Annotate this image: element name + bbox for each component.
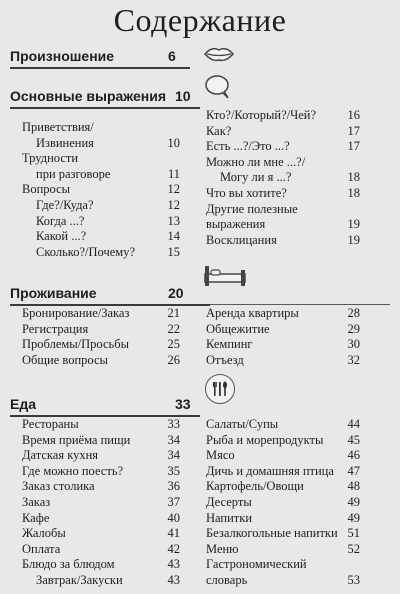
toc-entry[interactable]	[22, 353, 180, 369]
accommodation-left-list	[22, 306, 180, 368]
basics-left-list	[22, 120, 180, 260]
toc-entry-label: Восклицания	[206, 232, 277, 247]
toc-entry-label: Могу ли я ...?	[220, 170, 292, 185]
toc-entry[interactable]	[206, 479, 360, 495]
toc-entry[interactable]	[206, 217, 360, 233]
page-title: Содержание	[113, 2, 287, 38]
toc-entry-page: 21	[167, 306, 180, 320]
toc-entry-label: Заказ	[22, 494, 51, 509]
toc-entry[interactable]	[206, 573, 360, 589]
toc-entry[interactable]	[22, 526, 180, 542]
section-basics[interactable]	[10, 88, 390, 110]
toc-entry-page: 11	[167, 166, 180, 181]
toc-entry[interactable]	[206, 124, 360, 140]
toc-entry-label: Как?	[206, 123, 232, 138]
cutlery-icon	[205, 374, 235, 404]
toc-entry-label: Приветствия/	[22, 120, 94, 134]
toc-entry-label: Дичь и домашняя птица	[206, 463, 334, 478]
toc-entry-page: 12	[167, 197, 180, 212]
section-title: Проживание	[10, 285, 97, 301]
toc-entry-label: Отъезд	[206, 352, 244, 367]
toc-entry-label: Когда ...?	[36, 213, 85, 228]
toc-entry[interactable]	[22, 136, 180, 152]
toc-entry-page: 47	[347, 463, 360, 478]
section-page: 6	[168, 48, 176, 64]
toc-entry-label: Можно ли мне ...?/	[206, 154, 306, 169]
section-title: Произношение	[10, 48, 115, 64]
section-accommodation[interactable]	[10, 285, 390, 307]
toc-entry-label: Где?/Куда?	[36, 197, 94, 212]
toc-entry[interactable]	[206, 448, 360, 464]
toc-entry-label: Извинения	[36, 135, 94, 150]
lips-icon	[204, 46, 234, 67]
toc-entry[interactable]	[22, 479, 180, 495]
toc-entry[interactable]	[206, 557, 360, 573]
toc-entry[interactable]	[206, 186, 360, 202]
toc-entry-page: 42	[167, 541, 180, 556]
toc-entry-label: Салаты/Супы	[206, 417, 279, 431]
toc-entry[interactable]	[22, 542, 180, 558]
toc-entry[interactable]	[206, 526, 360, 542]
toc-entry-label: Рыба и морепродукты	[206, 432, 324, 447]
toc-entry-page: 19	[347, 217, 360, 232]
toc-entry-label: Жалобы	[22, 526, 66, 541]
toc-entry-label: Что вы хотите?	[206, 185, 287, 200]
toc-entry-page: 18	[347, 170, 360, 185]
toc-entry-label: Гастрономический	[206, 557, 307, 572]
toc-entry[interactable]	[206, 542, 360, 558]
toc-entry[interactable]	[22, 433, 180, 449]
toc-entry[interactable]	[22, 464, 180, 480]
accommodation-right-list	[206, 306, 360, 368]
toc-entry-label: Бронирование/Заказ	[22, 306, 130, 320]
toc-entry-label: Датская кухня	[22, 448, 99, 463]
toc-entry[interactable]	[206, 139, 360, 155]
toc-entry[interactable]	[22, 417, 180, 433]
toc-entry-label: Заказ столика	[22, 479, 95, 494]
toc-entry-label: Напитки	[206, 510, 253, 525]
section-page: 10	[175, 88, 191, 104]
toc-entry[interactable]	[22, 306, 180, 322]
toc-entry-page: 28	[347, 306, 360, 320]
bed-icon	[203, 262, 247, 293]
toc-entry-label: Картофель/Овощи	[206, 479, 304, 494]
toc-entry-label: Где можно поесть?	[22, 463, 124, 478]
toc-entry-page: 37	[167, 494, 180, 509]
toc-entry-page: 43	[167, 572, 180, 587]
section-title: Основные выражения	[10, 88, 167, 104]
toc-entry[interactable]	[206, 495, 360, 511]
toc-entry-label: выражения	[206, 217, 266, 232]
toc-entry-label: Оплата	[22, 541, 61, 556]
toc-entry-page: 44	[347, 417, 360, 431]
toc-entry[interactable]	[206, 306, 360, 322]
toc-entry-label: при разговоре	[36, 166, 111, 181]
toc-entry-page: 13	[167, 213, 180, 228]
toc-entry[interactable]	[22, 167, 180, 183]
toc-entry[interactable]	[22, 337, 180, 353]
toc-entry[interactable]	[22, 322, 180, 338]
toc-entry-page: 10	[167, 135, 180, 150]
toc-entry-page: 33	[167, 417, 180, 431]
toc-entry-label: Регистрация	[22, 321, 89, 336]
toc-entry-page: 40	[167, 510, 180, 525]
toc-entry-label: Мясо	[206, 448, 235, 463]
toc-entry-page: 17	[347, 139, 360, 154]
toc-entry[interactable]	[206, 337, 360, 353]
toc-entry[interactable]	[22, 245, 180, 261]
toc-entry[interactable]	[206, 464, 360, 480]
section-page: 33	[175, 396, 191, 412]
toc-entry-page: 43	[167, 557, 180, 572]
toc-entry[interactable]	[206, 233, 360, 249]
toc-entry-page: 34	[167, 432, 180, 447]
toc-entry[interactable]	[22, 557, 180, 573]
toc-entry-label: Сколько?/Почему?	[36, 244, 136, 259]
toc-entry-page: 53	[347, 572, 360, 587]
speech-bubble-icon	[204, 74, 232, 105]
toc-entry[interactable]	[206, 202, 360, 218]
toc-entry-page: 15	[167, 244, 180, 259]
toc-entry[interactable]	[22, 198, 180, 214]
toc-entry-label: Кто?/Который?/Чей?	[206, 108, 317, 122]
toc-entry-label: Есть ...?/Это ...?	[206, 139, 290, 154]
toc-entry-page: 29	[347, 321, 360, 336]
section-pronunciation[interactable]	[10, 48, 390, 70]
toc-entry-page: 36	[167, 479, 180, 494]
toc-entry[interactable]	[22, 448, 180, 464]
toc-entry-label: Аренда квартиры	[206, 306, 299, 320]
toc-entry[interactable]	[22, 495, 180, 511]
toc-entry-page: 35	[167, 463, 180, 478]
toc-entry-label: Проблемы/Просьбы	[22, 337, 129, 352]
section-food[interactable]	[10, 396, 390, 418]
toc-entry-page: 49	[347, 510, 360, 525]
toc-entry-label: Время приёма пищи	[22, 432, 131, 447]
toc-entry-label: Другие полезные	[206, 201, 298, 216]
food-right-list	[206, 417, 360, 589]
toc-entry-label: Безалкогольные напитки	[206, 526, 338, 541]
toc-entry-label: Какой ...?	[36, 229, 87, 244]
toc-entry-page: 32	[347, 352, 360, 367]
toc-entry-label: Меню	[206, 541, 239, 556]
food-left-list	[22, 417, 180, 589]
toc-entry[interactable]	[206, 108, 360, 124]
toc-entry-page: 22	[167, 321, 180, 336]
toc-entry-page: 17	[347, 123, 360, 138]
toc-entry-label: Общие вопросы	[22, 352, 108, 367]
toc-entry-page: 48	[347, 479, 360, 494]
toc-entry-page: 19	[347, 232, 360, 247]
toc-entry[interactable]	[206, 433, 360, 449]
toc-entry-label: Кафе	[22, 510, 50, 525]
toc-entry-label: Рестораны	[22, 417, 79, 431]
toc-entry[interactable]	[206, 417, 360, 433]
toc-entry[interactable]	[206, 170, 360, 186]
toc-entry-page: 26	[167, 352, 180, 367]
toc-entry-page: 51	[347, 526, 360, 541]
toc-entry-page: 14	[167, 229, 180, 244]
section-title: Еда	[10, 396, 37, 412]
toc-entry[interactable]	[206, 353, 360, 369]
toc-entry-page: 16	[347, 108, 360, 122]
section-page: 20	[168, 285, 184, 301]
toc-entry-page: 30	[347, 337, 360, 352]
toc-entry[interactable]	[22, 151, 180, 167]
toc-entry-page: 25	[167, 337, 180, 352]
toc-entry-label: словарь	[206, 572, 248, 587]
toc-entry-page: 18	[347, 185, 360, 200]
toc-entry[interactable]	[22, 511, 180, 527]
toc-entry[interactable]	[22, 214, 180, 230]
toc-entry-page: 49	[347, 494, 360, 509]
toc-entry-label: Кемпинг	[206, 337, 253, 352]
toc-entry-label: Десерты	[206, 494, 252, 509]
toc-entry[interactable]	[22, 229, 180, 245]
basics-right-list	[206, 108, 360, 248]
toc-entry[interactable]	[206, 322, 360, 338]
toc-entry-page: 52	[347, 541, 360, 556]
toc-entry-page: 46	[347, 448, 360, 463]
toc-entry-label: Вопросы	[22, 182, 71, 197]
toc-entry-page: 41	[167, 526, 180, 541]
toc-entry[interactable]	[22, 573, 180, 589]
toc-entry[interactable]	[206, 511, 360, 527]
toc-entry-label: Общежитие	[206, 321, 270, 336]
toc-entry[interactable]	[22, 120, 180, 136]
toc-entry-page: 45	[347, 432, 360, 447]
toc-entry-page: 12	[167, 182, 180, 197]
toc-entry[interactable]	[206, 155, 360, 171]
toc-entry-label: Блюдо за блюдом	[22, 557, 115, 572]
toc-entry-label: Трудности	[22, 151, 79, 166]
toc-entry[interactable]	[22, 182, 180, 198]
toc-entry-label: Завтрак/Закуски	[36, 572, 123, 587]
toc-entry-page: 34	[167, 448, 180, 463]
